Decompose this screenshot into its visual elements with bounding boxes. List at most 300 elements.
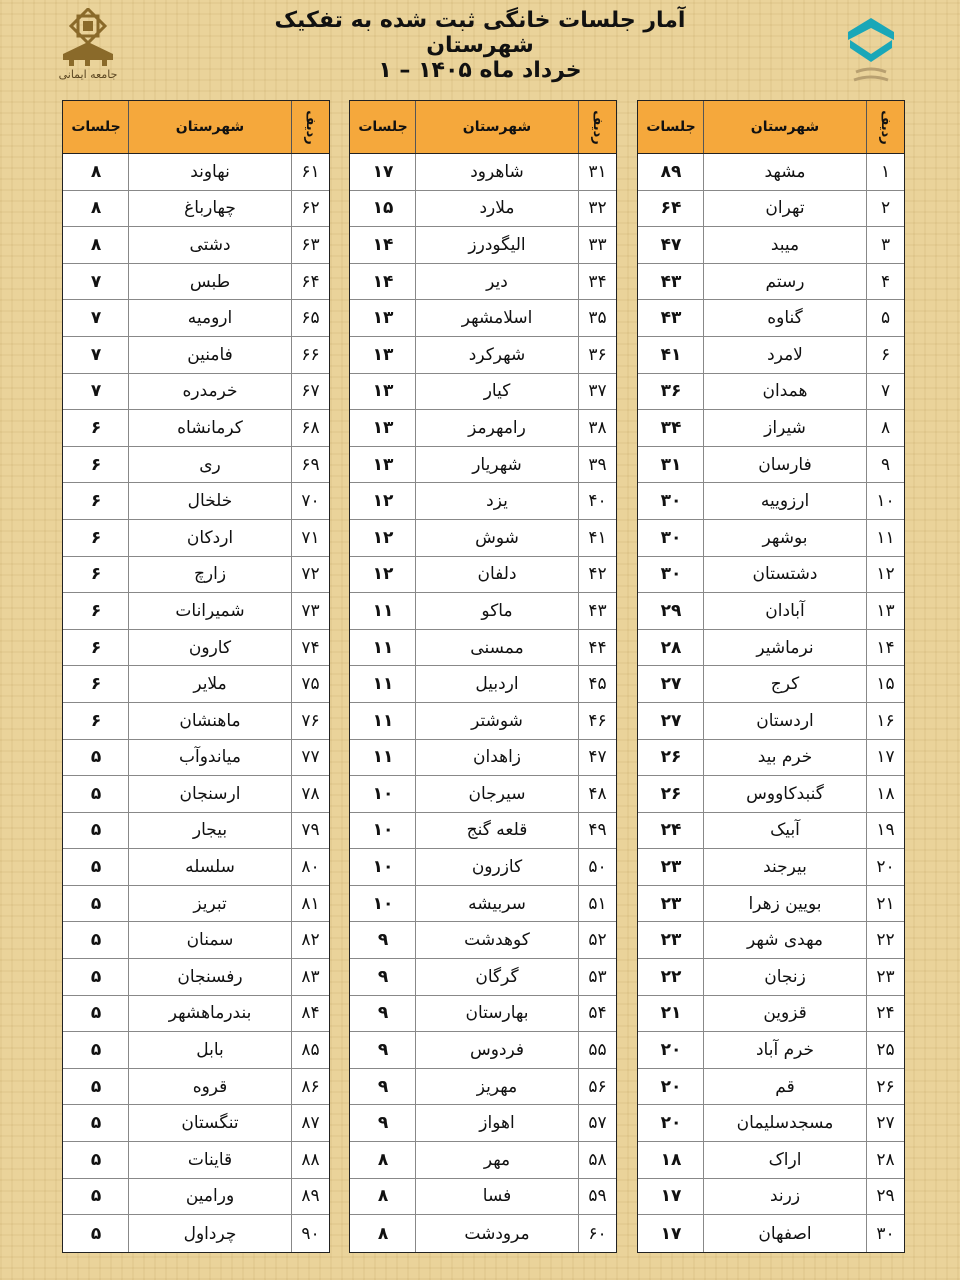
session-count: ۱۳ (372, 454, 394, 475)
city-name: قم (703, 1069, 866, 1105)
table-row (350, 703, 616, 740)
city-name: فامنین (128, 337, 291, 373)
table-row (63, 520, 329, 557)
city-name: شیراز (703, 410, 866, 446)
session-count: ۷ (90, 344, 102, 365)
city-name: شمیرانات (128, 593, 291, 629)
session-count: ۵ (90, 1149, 102, 1170)
city-name: چهارباغ (128, 191, 291, 227)
city-name: ارومیه (128, 300, 291, 336)
table-row (63, 886, 329, 923)
table-row (350, 1105, 616, 1142)
column-header-sessions: جلسات (71, 119, 121, 135)
city-name: مهدی شهر (703, 922, 866, 958)
session-count: ۷ (90, 271, 102, 292)
session-count: ۵ (90, 930, 102, 951)
table-row (350, 1142, 616, 1179)
session-count: ۱۴ (372, 234, 394, 255)
session-count: ۶ (90, 417, 102, 438)
column-header-city: شهرستان (703, 101, 866, 153)
city-name: بیرجند (703, 849, 866, 885)
city-name: خرمدره (128, 374, 291, 410)
table-row (63, 191, 329, 228)
row-number: ۲۵ (866, 1032, 904, 1068)
row-number: ۲۰ (866, 849, 904, 885)
session-count: ۲۳ (660, 857, 682, 878)
session-count: ۵ (90, 1076, 102, 1097)
row-number: ۶۹ (291, 447, 329, 483)
session-count: ۲۰ (660, 1040, 682, 1061)
city-name: طبس (128, 264, 291, 300)
city-name: اردبیل (415, 666, 578, 702)
session-count: ۲۶ (660, 783, 682, 804)
column-header-number: ردیف (866, 101, 904, 153)
row-number: ۲۷ (866, 1105, 904, 1141)
city-name: رفسنجان (128, 959, 291, 995)
row-number: ۲۴ (866, 996, 904, 1032)
city-name: مسجدسلیمان (703, 1105, 866, 1141)
city-name: فسا (415, 1179, 578, 1215)
city-name: همدان (703, 374, 866, 410)
page-subtitle: خرداد ماه ۱۴۰۵ – ۱ (378, 58, 582, 83)
table-row (63, 922, 329, 959)
session-count: ۴۱ (660, 344, 682, 365)
table-row (638, 1032, 904, 1069)
city-name: ورامین (128, 1179, 291, 1215)
table-row (63, 483, 329, 520)
city-name: ملایر (128, 666, 291, 702)
table-row (63, 227, 329, 264)
table-row (63, 813, 329, 850)
session-count: ۱۴ (372, 271, 394, 292)
row-number: ۵۵ (578, 1032, 616, 1068)
session-count: ۸ (377, 1186, 389, 1207)
city-name: نرماشیر (703, 630, 866, 666)
table-row (350, 374, 616, 411)
city-name: یزد (415, 483, 578, 519)
session-count: ۸ (377, 1223, 389, 1244)
row-number: ۹ (866, 447, 904, 483)
session-count: ۲۷ (660, 674, 682, 695)
city-name: سلسله (128, 849, 291, 885)
session-count: ۱۲ (372, 491, 394, 512)
table-row (63, 1179, 329, 1216)
city-name: بوشهر (703, 520, 866, 556)
table-row (638, 447, 904, 484)
session-count: ۵ (90, 857, 102, 878)
table-row (63, 1032, 329, 1069)
row-number: ۷۳ (291, 593, 329, 629)
table-row (63, 374, 329, 411)
row-number: ۳۳ (578, 227, 616, 263)
city-name: ماهنشان (128, 703, 291, 739)
city-name: تنگستان (128, 1105, 291, 1141)
row-number: ۹۰ (291, 1215, 329, 1252)
table-row (638, 740, 904, 777)
row-number: ۷۲ (291, 557, 329, 593)
session-table-2 (349, 100, 617, 1253)
session-count: ۲۱ (660, 1003, 682, 1024)
city-name: مشهد (703, 154, 866, 190)
row-number: ۱۵ (866, 666, 904, 702)
row-number: ۱۱ (866, 520, 904, 556)
row-number: ۷۴ (291, 630, 329, 666)
city-name: خرم بید (703, 740, 866, 776)
session-count: ۵ (90, 966, 102, 987)
row-number: ۶۰ (578, 1215, 616, 1252)
city-name: بهارستان (415, 996, 578, 1032)
session-count: ۱۱ (372, 637, 394, 658)
city-name: قزوین (703, 996, 866, 1032)
row-number: ۳۰ (866, 1215, 904, 1252)
city-name: میبد (703, 227, 866, 263)
table-row (350, 849, 616, 886)
city-name: نهاوند (128, 154, 291, 190)
city-name: دشتی (128, 227, 291, 263)
row-number: ۷۰ (291, 483, 329, 519)
city-name: رستم (703, 264, 866, 300)
row-number: ۴۸ (578, 776, 616, 812)
row-number: ۴۹ (578, 813, 616, 849)
city-name: بیجار (128, 813, 291, 849)
row-number: ۱۰ (866, 483, 904, 519)
table-row (350, 922, 616, 959)
session-count: ۸۹ (660, 161, 682, 182)
session-count: ۲۴ (660, 820, 682, 841)
table-row (638, 520, 904, 557)
row-number: ۴۱ (578, 520, 616, 556)
city-name: گرگان (415, 959, 578, 995)
table-row (63, 447, 329, 484)
session-count: ۳۶ (660, 381, 682, 402)
session-count: ۸ (90, 161, 102, 182)
city-name: مهریز (415, 1069, 578, 1105)
row-number: ۴۳ (578, 593, 616, 629)
session-count: ۸ (377, 1149, 389, 1170)
table-row (63, 740, 329, 777)
row-number: ۷۸ (291, 776, 329, 812)
city-name: کوهدشت (415, 922, 578, 958)
table-row (638, 557, 904, 594)
city-name: مهر (415, 1142, 578, 1178)
table-row (350, 666, 616, 703)
table-row (638, 886, 904, 923)
session-count: ۹ (377, 966, 389, 987)
row-number: ۱۲ (866, 557, 904, 593)
row-number: ۷۱ (291, 520, 329, 556)
table-row (63, 1069, 329, 1106)
city-name: ری (128, 447, 291, 483)
row-number: ۱۳ (866, 593, 904, 629)
session-count: ۵ (90, 1040, 102, 1061)
table-row (350, 410, 616, 447)
table-row (63, 410, 329, 447)
session-count: ۱۰ (372, 820, 394, 841)
session-count: ۵ (90, 893, 102, 914)
row-number: ۷۵ (291, 666, 329, 702)
table-row (638, 337, 904, 374)
row-number: ۸۸ (291, 1142, 329, 1178)
city-name: اسلامشهر (415, 300, 578, 336)
table-row (63, 776, 329, 813)
city-name: تبریز (128, 886, 291, 922)
city-name: چرداول (128, 1215, 291, 1252)
row-number: ۱۷ (866, 740, 904, 776)
city-name: سمنان (128, 922, 291, 958)
table-row (63, 703, 329, 740)
row-number: ۱۸ (866, 776, 904, 812)
table-row (350, 959, 616, 996)
row-number: ۵۱ (578, 886, 616, 922)
table-row (638, 1105, 904, 1142)
session-count: ۵ (90, 1223, 102, 1244)
session-count: ۱۳ (372, 344, 394, 365)
page-title: آمار جلسات خانگی ثبت شده به تفکیک شهرستان (274, 8, 686, 58)
session-count: ۱۰ (372, 893, 394, 914)
session-count: ۵ (90, 1003, 102, 1024)
city-name: ملارد (415, 191, 578, 227)
table-row (638, 191, 904, 228)
column-header-city: شهرستان (128, 101, 291, 153)
row-number: ۳۵ (578, 300, 616, 336)
table-row (350, 630, 616, 667)
table-row (638, 593, 904, 630)
session-count: ۱۳ (372, 417, 394, 438)
city-name: فارسان (703, 447, 866, 483)
row-number: ۳۹ (578, 447, 616, 483)
city-name: تهران (703, 191, 866, 227)
table-row (63, 630, 329, 667)
table-row (638, 666, 904, 703)
city-name: خرم آباد (703, 1032, 866, 1068)
session-count: ۱۰ (372, 783, 394, 804)
table-header (63, 101, 329, 154)
table-row (350, 227, 616, 264)
city-name: گناوه (703, 300, 866, 336)
city-name: دشتستان (703, 557, 866, 593)
session-count: ۴۳ (660, 271, 682, 292)
row-number: ۶۳ (291, 227, 329, 263)
session-count: ۱۸ (660, 1149, 682, 1170)
table-row (638, 410, 904, 447)
column-header-number: ردیف (291, 101, 329, 153)
session-count: ۱۷ (660, 1223, 682, 1244)
table-row (63, 1215, 329, 1252)
row-number: ۴ (866, 264, 904, 300)
city-name: الیگودرز (415, 227, 578, 263)
city-name: ارزوییه (703, 483, 866, 519)
city-name: بویین زهرا (703, 886, 866, 922)
session-count: ۶۴ (660, 198, 682, 219)
session-count: ۶ (90, 491, 102, 512)
table-row (63, 557, 329, 594)
row-number: ۶۱ (291, 154, 329, 190)
city-name: گنبدکاووس (703, 776, 866, 812)
city-name: کازرون (415, 849, 578, 885)
session-count: ۲۰ (660, 1076, 682, 1097)
row-number: ۵۴ (578, 996, 616, 1032)
session-count: ۲۸ (660, 637, 682, 658)
table-header (350, 101, 616, 154)
session-count: ۹ (377, 930, 389, 951)
city-name: خلخال (128, 483, 291, 519)
session-count: ۸ (90, 198, 102, 219)
table-row (350, 154, 616, 191)
table-row (638, 264, 904, 301)
row-number: ۱۶ (866, 703, 904, 739)
session-count: ۷ (90, 381, 102, 402)
city-name: ماکو (415, 593, 578, 629)
table-row (638, 300, 904, 337)
session-count: ۹ (377, 1003, 389, 1024)
city-name: میاندوآب (128, 740, 291, 776)
city-name: فردوس (415, 1032, 578, 1068)
row-number: ۲۸ (866, 1142, 904, 1178)
session-table-1 (637, 100, 905, 1253)
session-count: ۱۱ (372, 710, 394, 731)
session-count: ۵ (90, 820, 102, 841)
table-row (638, 1142, 904, 1179)
row-number: ۵۰ (578, 849, 616, 885)
row-number: ۶۷ (291, 374, 329, 410)
table-row (63, 593, 329, 630)
row-number: ۳۸ (578, 410, 616, 446)
city-name: زاهدان (415, 740, 578, 776)
session-count: ۱۵ (372, 198, 394, 219)
session-count: ۱۲ (372, 527, 394, 548)
session-count: ۳۰ (660, 564, 682, 585)
city-name: آبادان (703, 593, 866, 629)
table-row (638, 959, 904, 996)
row-number: ۲۳ (866, 959, 904, 995)
table-header (638, 101, 904, 154)
table-row (350, 520, 616, 557)
table-row (63, 849, 329, 886)
logo-caption: جامعه ایمانی (58, 68, 118, 81)
session-count: ۸ (90, 234, 102, 255)
session-count: ۱۱ (372, 674, 394, 695)
city-name: قروه (128, 1069, 291, 1105)
session-count: ۱۰ (372, 857, 394, 878)
table-row (350, 1032, 616, 1069)
row-number: ۱ (866, 154, 904, 190)
session-count: ۲۳ (660, 930, 682, 951)
column-header-sessions: جلسات (646, 119, 696, 135)
row-number: ۸۳ (291, 959, 329, 995)
row-number: ۱۴ (866, 630, 904, 666)
table-row (63, 996, 329, 1033)
table-row (63, 959, 329, 996)
table-row (63, 1142, 329, 1179)
row-number: ۶۵ (291, 300, 329, 336)
session-count: ۱۲ (372, 564, 394, 585)
row-number: ۴۴ (578, 630, 616, 666)
city-name: شوشتر (415, 703, 578, 739)
session-count: ۶ (90, 637, 102, 658)
table-row (350, 740, 616, 777)
session-count: ۹ (377, 1076, 389, 1097)
session-count: ۴۳ (660, 308, 682, 329)
session-count: ۳۰ (660, 527, 682, 548)
session-table-3 (62, 100, 330, 1253)
row-number: ۵ (866, 300, 904, 336)
city-name: کیار (415, 374, 578, 410)
row-number: ۸ (866, 410, 904, 446)
session-count: ۶ (90, 710, 102, 731)
row-number: ۱۹ (866, 813, 904, 849)
table-row (350, 557, 616, 594)
city-name: لامرد (703, 337, 866, 373)
table-row (638, 922, 904, 959)
row-number: ۵۳ (578, 959, 616, 995)
table-row (350, 337, 616, 374)
row-number: ۷۷ (291, 740, 329, 776)
city-name: دلفان (415, 557, 578, 593)
session-count: ۳۰ (660, 491, 682, 512)
table-row (350, 996, 616, 1033)
session-count: ۲۹ (660, 600, 682, 621)
city-name: شهرکرد (415, 337, 578, 373)
table-row (350, 191, 616, 228)
table-row (350, 593, 616, 630)
row-number: ۸۹ (291, 1179, 329, 1215)
row-number: ۴۷ (578, 740, 616, 776)
city-name: اهواز (415, 1105, 578, 1141)
column-header-number: ردیف (578, 101, 616, 153)
row-number: ۶۲ (291, 191, 329, 227)
row-number: ۳۷ (578, 374, 616, 410)
table-row (350, 776, 616, 813)
city-name: سربیشه (415, 886, 578, 922)
table-row (638, 813, 904, 850)
session-count: ۱۱ (372, 600, 394, 621)
session-count: ۷ (90, 308, 102, 329)
city-name: زرند (703, 1179, 866, 1215)
row-number: ۳۲ (578, 191, 616, 227)
city-name: کارون (128, 630, 291, 666)
city-name: قلعه گنج (415, 813, 578, 849)
table-row (638, 374, 904, 411)
row-number: ۷۶ (291, 703, 329, 739)
city-name: سیرجان (415, 776, 578, 812)
session-count: ۵ (90, 783, 102, 804)
organization-logo (840, 10, 902, 90)
table-row (638, 703, 904, 740)
session-count: ۶ (90, 600, 102, 621)
row-number: ۳۱ (578, 154, 616, 190)
session-count: ۴۷ (660, 234, 682, 255)
column-header-sessions: جلسات (358, 119, 408, 135)
row-number: ۲۲ (866, 922, 904, 958)
session-count: ۹ (377, 1040, 389, 1061)
table-row (638, 996, 904, 1033)
session-count: ۵ (90, 1186, 102, 1207)
table-row (350, 483, 616, 520)
row-number: ۸۱ (291, 886, 329, 922)
column-header-city: شهرستان (415, 101, 578, 153)
table-row (350, 1215, 616, 1252)
row-number: ۵۸ (578, 1142, 616, 1178)
city-name: رامهرمز (415, 410, 578, 446)
row-number: ۵۶ (578, 1069, 616, 1105)
session-count: ۲۷ (660, 710, 682, 731)
session-count: ۳۴ (660, 417, 682, 438)
session-count: ۹ (377, 1113, 389, 1134)
row-number: ۸۲ (291, 922, 329, 958)
session-count: ۱۳ (372, 381, 394, 402)
row-number: ۸۷ (291, 1105, 329, 1141)
city-name: مرودشت (415, 1215, 578, 1252)
